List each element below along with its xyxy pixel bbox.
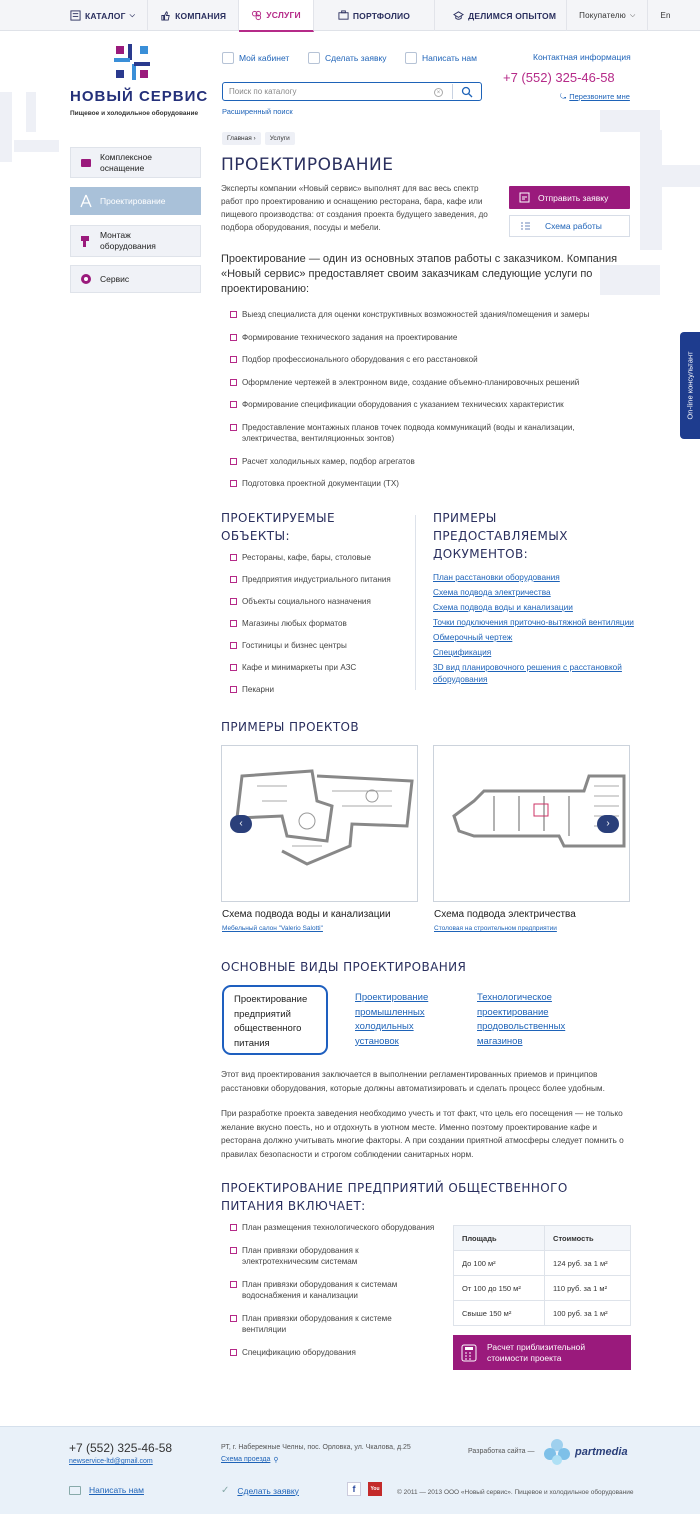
list-item: Спецификацию оборудования [221,1347,441,1359]
decor-shape [14,140,59,152]
includes-list [221,1222,441,1358]
mail-icon [69,1486,81,1495]
compass-icon [79,194,93,208]
list-item: Гостиницы и бизнес центры [221,640,411,652]
user-icon [222,52,234,64]
nav-label: ПОРТФОЛИО [352,10,411,21]
calc-cost-button[interactable] [453,1335,631,1370]
lang-label: En [660,11,671,20]
services-list [221,309,621,490]
document-link[interactable]: Спецификация [433,647,492,657]
logo[interactable] [70,42,220,117]
document-link[interactable]: 3D вид планировочного решения с расстановкой оборудования [433,662,622,684]
document-link[interactable]: Схема подвода электричества [433,587,551,597]
sidebar-item-label: Комплексное оснащение [100,151,153,173]
footer-address: РТ, г. Набережные Челны, пос. Орловка, ул. Чкалова, д.25 [221,1444,411,1451]
list-item: План размещения технологического оборудования [221,1222,441,1234]
footer-email[interactable]: newservice-ltd@gmail.com [69,1458,153,1465]
youtube-icon[interactable]: You [368,1482,382,1496]
map-link[interactable] [221,1456,279,1464]
decor-shape [662,165,700,187]
nav-label: ДЕЛИМСЯ ОПЫТОМ [468,10,557,21]
table-cell: 124 руб. за 1 м² [545,1251,631,1276]
breadcrumb-current: Услуги [265,132,295,145]
list-item: Предприятия индустриального питания [221,574,411,586]
nav-experience[interactable] [435,0,567,31]
document-link[interactable]: Схема подвода воды и канализации [433,602,573,612]
cart-icon [79,156,93,170]
table-row [454,1251,631,1276]
list-item: Объекты социального назначения [221,596,411,608]
table-cell: 100 руб. за 1 м² [545,1301,631,1326]
footer-write-label: Написать нам [89,1485,144,1495]
calculator-icon [461,1344,477,1362]
list-item: Магазины любых форматов [221,618,411,630]
list-icon [520,221,531,232]
search-input[interactable] [222,82,482,101]
buyer-menu[interactable] [567,0,648,31]
decor-shape [600,110,660,132]
mail-icon [405,52,417,64]
header-cell: Стоимость [545,1226,631,1251]
sidebar-item-label: Сервис [100,274,130,284]
drill-icon [79,234,93,248]
list-item: Выезд специалиста для оценки конструктивных возможностей здания/помещения и замеры [221,309,621,321]
search-icon [461,86,473,98]
sidebar-item-complex[interactable] [70,147,201,178]
document-link[interactable]: Точки подключения приточно-вытяжной вентиляции [433,617,634,627]
sidebar-item-label: Проектирование [100,196,166,206]
table-cell: Свыше 150 м² [454,1301,545,1326]
map-pin-icon: ⚲ [273,1457,279,1464]
online-consultant-tab[interactable] [680,332,700,439]
advanced-search-link[interactable]: Расширенный поиск [222,107,293,116]
graduation-icon [453,10,464,21]
table-cell: До 100 м² [454,1251,545,1276]
document-link[interactable]: Обмерочный чертеж [433,632,513,642]
list-item: Оформление чертежей в электронном виде, создание объемно-планировочных решений [221,377,621,389]
catalog-icon [70,10,81,21]
clear-icon[interactable]: × [434,88,443,97]
send-request-button[interactable] [509,186,630,209]
flower-icon [542,1437,572,1467]
table-row [454,1276,631,1301]
top-nav [0,0,700,31]
price-table [453,1225,631,1326]
decor-shape [26,92,36,132]
intro-text: Эксперты компании «Новый сервис» выполнят для вас весь спектр работ про проектированию и оснащению ресторана, бара, кафе или пищевого производства: от создания проекта будущего заведения, до подбора оборудования, посуды и мебели. [221,184,488,232]
list-item: Подбор профессионального оборудования с его расстановкой [221,354,621,366]
map-label: Схема проезда [221,1456,271,1463]
divider [415,515,416,690]
sidebar-item-service[interactable] [70,265,201,293]
lead-text: Проектирование — один из основных этапов работы с заказчиком. Компания «Новый сервис» предоставляет своим заказчикам следующие услуги по проектированию: [221,253,618,295]
table-cell: 110 руб. за 1 м² [545,1276,631,1301]
table-header [454,1226,631,1251]
header-phone: +7 (552) 325-46-58 [503,70,615,85]
nav-company[interactable] [148,0,239,31]
project-link[interactable]: Мебельный салон "Valerio Salotti" [222,925,323,932]
write-link[interactable] [405,52,477,64]
types-text-1: Этот вид проектирования заключается в выполнении регламентированных приемов и принципов расстановки оборудования, которые должны автоматизировать и сделать процесс более удобным. [221,1069,605,1093]
decor-shape [0,92,12,162]
tab-refrigeration[interactable]: Проектирование промышленных холодильных установок [355,992,429,1047]
contact-info-link[interactable]: Контактная информация [533,52,631,62]
table-cell: От 100 до 150 м² [454,1276,545,1301]
list-item: Расчет холодильных камер, подбор агрегатов [221,456,621,468]
project-caption: Схема подвода воды и канализации [222,909,391,920]
breadcrumb [222,132,295,145]
list-item: Пекарни [221,684,411,696]
breadcrumb-home-label: Главная [227,135,252,142]
next-arrow[interactable]: › [597,815,619,833]
online-consultant-label: On-line консультант [685,351,695,420]
send-icon [519,192,530,203]
includes-title: ПРОЕКТИРОВАНИЕ ПРЕДПРИЯТИЙ ОБЩЕСТВЕННОГО ПИТАНИЯ ВКЛЮЧАЕТ: [221,1181,568,1213]
sidebar-item-mounting[interactable] [70,225,201,257]
copyright: © 2011 — 2013 ООО «Новый сервис». Пищевое и холодильное оборудование [397,1489,634,1496]
portfolio-icon [338,10,349,21]
callback-label: Перезвоните мне [569,92,630,101]
types-text-2: При разработке проекта заведения необходимо учесть и тот факт, что цель его посещения — не только желание вкусно поесть, но и отдохнуть в уютном месте. Именно поэтому проектирование кафе и ресторана должно учитывать многие факторы. А при создании приятной атмосферы следует помнить о правилах безопасности и строгом соблюдении санитарных норм. [221,1108,624,1159]
buyer-label: Покупателю [579,11,626,20]
documents-links [433,571,638,685]
list-item: План привязки оборудования к системам водоснабжения и канализации [221,1279,421,1302]
search-placeholder: Поиск по каталогу [229,87,297,96]
project-link[interactable]: Столовая на строительном предприятии [434,925,557,932]
check-icon [308,52,320,64]
nav-catalog[interactable] [58,0,148,31]
cabinet-link[interactable] [222,52,289,64]
footer-order-label: Сделать заявку [237,1485,299,1496]
chevron-down-icon: ⌵ [629,11,636,19]
list-item: Предоставление монтажных планов точек подвода коммуникаций (воды и канализации, электричества, вентиляционных зонтов) [221,422,621,445]
document-link[interactable]: План расстановки оборудования [433,572,560,582]
logo-mark-icon [112,42,152,82]
list-item: Формирование спецификации оборудования с указанием технических характеристик [221,399,621,411]
breadcrumb-home[interactable]: Главная › [222,132,261,145]
footer-order-link[interactable] [221,1485,299,1496]
sidebar-item-label: Монтаж оборудования [100,230,156,251]
cabinet-label: Мой кабинет [239,53,290,63]
projects-title: ПРИМЕРЫ ПРОЕКТОВ [221,720,360,734]
facebook-icon[interactable]: f [347,1482,361,1496]
objects-title: ПРОЕКТИРУЕМЫЕ ОБЪЕКТЫ: [221,511,335,543]
order-label: Сделать заявку [325,53,387,63]
nav-label: КОМПАНИЯ [175,10,227,21]
header-cell: Площадь [454,1226,545,1251]
send-request-label: Отправить заявку [538,192,609,203]
list-item: Рестораны, кафе, бары, столовые [221,552,411,564]
page-title: ПРОЕКТИРОВАНИЕ [221,155,394,175]
decor-shape [640,130,662,250]
lang-switch[interactable] [648,0,682,31]
project-caption: Схема подвода электричества [434,909,576,920]
logo-subtitle: Пищевое и холодильное оборудование [70,110,199,117]
thumb-icon [160,10,171,21]
write-label: Написать нам [422,53,477,63]
phone-icon: ⤿ [560,92,567,101]
check-icon: ✓ [221,1485,230,1496]
services-icon [251,10,262,21]
work-scheme-label: Схема работы [545,221,602,231]
tab-stores[interactable]: Технологическое проектирование продовольственных магазинов [477,992,566,1047]
developer-label: Разработка сайта — [468,1448,535,1455]
footer-write-link[interactable] [69,1485,144,1495]
work-scheme-button[interactable] [509,215,630,237]
partmedia-label: partmedia [575,1446,628,1458]
nav-services[interactable] [239,0,314,32]
prev-arrow[interactable]: ‹ [230,815,252,833]
footer-phone: +7 (552) 325-46-58 [69,1441,173,1455]
partmedia-logo[interactable] [542,1437,628,1467]
sidebar-item-design[interactable] [70,187,201,215]
logo-name: НОВЫЙ СЕРВИС [70,88,209,105]
table-row [454,1301,631,1326]
list-item: План привязки оборудования к системе вентиляции [221,1313,421,1336]
list-item: План привязки оборудования к электротехническим системам [221,1245,376,1268]
types-title: ОСНОВНЫЕ ВИДЫ ПРОЕКТИРОВАНИЯ [221,960,467,974]
objects-list [221,552,411,696]
search-button[interactable] [452,84,480,99]
documents-title: ПРИМЕРЫ ПРЕДОСТАВЛЯЕМЫХ ДОКУМЕНТОВ: [433,511,568,561]
footer [0,1426,700,1514]
wrench-icon [79,272,93,286]
nav-label: КАТАЛОГ [85,10,126,21]
callback-link[interactable] [560,92,630,102]
list-item: Подготовка проектной документации (ТХ) [221,478,621,490]
nav-portfolio[interactable] [314,0,435,31]
chevron-down-icon: ⌵ [129,11,136,19]
list-item: Кафе и минимаркеты при АЗС [221,662,411,674]
nav-label: УСЛУГИ [266,10,301,20]
tab-catering[interactable]: Проектирование предприятий общественного питания [222,985,328,1055]
order-link[interactable] [308,52,387,64]
list-item: Формирование технического задания на проектирование [221,332,621,344]
calc-cost-label: Расчет приблизительной стоимости проекта [487,1341,586,1363]
